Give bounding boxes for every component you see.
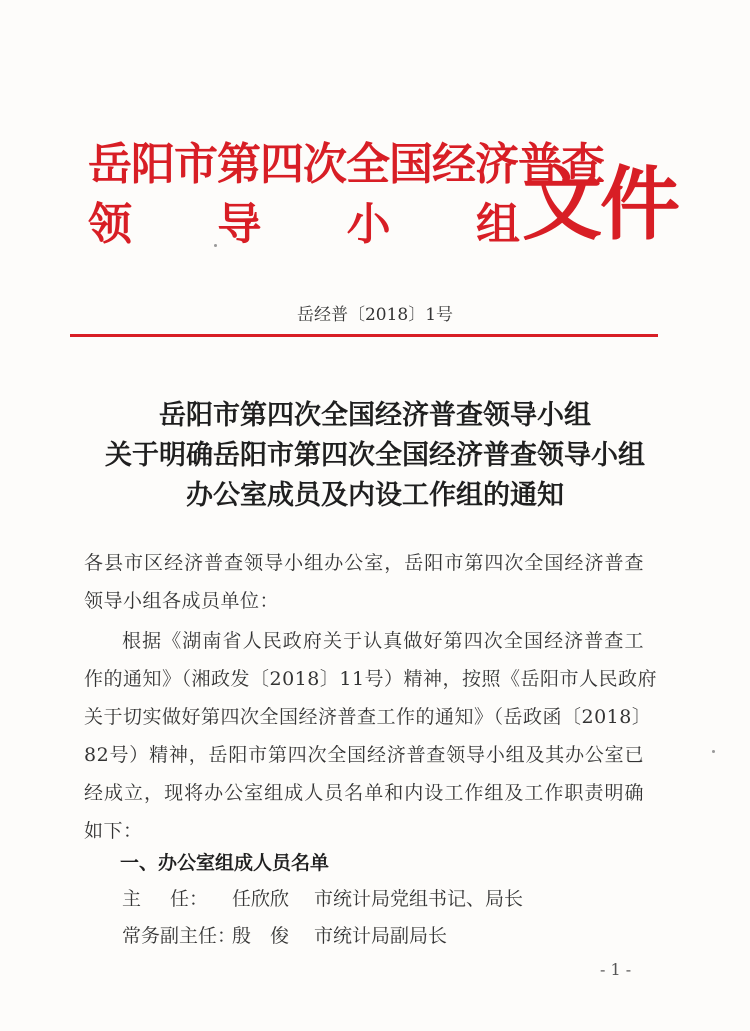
scan-speck bbox=[214, 244, 217, 247]
red-divider bbox=[70, 334, 658, 337]
body-line: 领导小组各成员单位： bbox=[84, 590, 280, 612]
member-title: 市统计局副局长 bbox=[314, 925, 448, 947]
header-leading-group bbox=[88, 188, 520, 252]
body-line: 如下： bbox=[84, 820, 143, 842]
member-role: 主 任： bbox=[122, 888, 209, 910]
header-char: 导 bbox=[217, 199, 262, 250]
body-line: 各县市区经济普查领导小组办公室，岳阳市第四次全国经济普查 bbox=[84, 552, 644, 574]
page-number: - 1 - bbox=[600, 960, 632, 979]
title-line-1: 岳阳市第四次全国经济普查领导小组 bbox=[159, 400, 591, 431]
body-line: 经成立，现将办公室组成人员名单和内设工作组及工作职责明确 bbox=[84, 782, 644, 804]
body-line: 关于切实做好第四次全国经济普查工作的通知》（岳政函〔2018〕 bbox=[84, 706, 652, 728]
header-char: 组 bbox=[475, 199, 520, 250]
body-line: 82号）精神，岳阳市第四次全国经济普查领导小组及其办公室已 bbox=[84, 744, 644, 766]
title-line-3: 办公室成员及内设工作组的通知 bbox=[186, 480, 564, 511]
header-char: 小 bbox=[346, 199, 391, 250]
header-document-label: 文件 bbox=[522, 157, 678, 251]
title-line-2: 关于明确岳阳市第四次全国经济普查领导小组 bbox=[105, 440, 645, 471]
body-line: 根据《湖南省人民政府关于认真做好第四次全国经济普查工 bbox=[122, 630, 644, 652]
document-number: 岳经普〔2018〕1号 bbox=[296, 305, 454, 325]
body-line: 作的通知》（湘政发〔2018〕11号）精神，按照《岳阳市人民政府 bbox=[84, 668, 658, 690]
member-name: 殷 俊 bbox=[232, 925, 290, 947]
member-title: 市统计局党组书记、局长 bbox=[314, 888, 524, 910]
member-name: 任欣欣 bbox=[232, 888, 290, 910]
header-org-name: 岳阳市第四次全国经济普查 bbox=[88, 139, 604, 190]
member-row bbox=[122, 921, 447, 948]
member-role: 常务副主任： bbox=[122, 925, 237, 947]
scan-speck bbox=[712, 750, 715, 753]
header-char: 领 bbox=[88, 199, 132, 250]
section-heading: 一、办公室组成人员名单 bbox=[120, 852, 330, 874]
member-row bbox=[122, 884, 523, 911]
